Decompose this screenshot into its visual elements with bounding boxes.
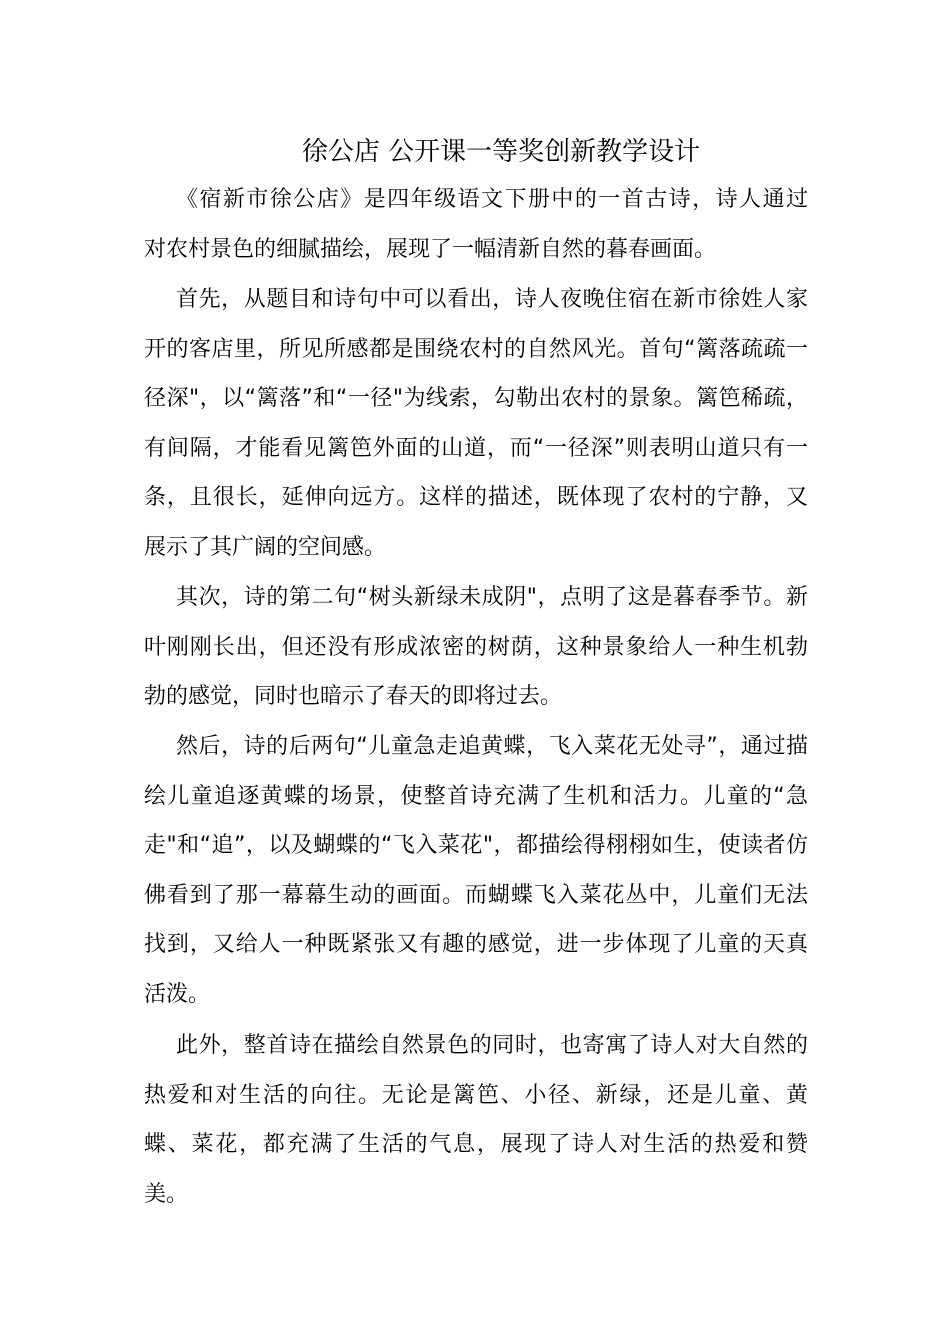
- paragraph-line: 径深"，以“篱落”和“一径"为线索，勾勒出农村的景象。篱笆稀疏，: [144, 386, 808, 412]
- paragraph-line: 勃的感觉，同时也暗示了春天的即将过去。: [144, 684, 563, 710]
- paragraph-line: 找到，又给人一种既紧张又有趣的感觉，进一步体现了儿童的天真: [144, 932, 808, 958]
- paragraph-line: 开的客店里，所见所感都是围绕农村的自然风光。首句“篱落疏疏一: [144, 336, 808, 362]
- paragraph-line: 叶刚刚长出，但还没有形成浓密的树荫，这种景象给人一种生机勃: [144, 634, 808, 660]
- paragraph-1: [144, 175, 808, 274]
- paragraph-4: [144, 722, 808, 1020]
- paragraph-line: 走"和“追”，以及蝴蝶的“飞入菜花"，都描绘得栩栩如生，使读者仿: [144, 833, 808, 859]
- paragraph-line: 《宿新市徐公店》是四年级语文下册中的一首古诗，诗人通过: [176, 187, 808, 212]
- paragraph-line: 对农村景色的细腻描绘，展现了一幅清新自然的暮春画面。: [144, 236, 717, 262]
- paragraph-line: 展示了其广阔的空间感。: [144, 534, 387, 560]
- paragraph-2: [144, 275, 808, 573]
- paragraph-line: 首先，从题目和诗句中可以看出，诗人夜晚住宿在新市徐姓人家: [176, 287, 808, 312]
- paragraph-line: 佛看到了那一幕幕生动的画面。而蝴蝶飞入菜花丛中，儿童们无法: [144, 882, 808, 908]
- paragraph-line: 然后，诗的后两句“儿童急走追黄蝶，飞入菜花无处寻”，通过描: [176, 734, 808, 759]
- paragraph-line: 其次，诗的第二句“树头新绿未成阴"，点明了这是暮春季节。新: [176, 585, 808, 610]
- paragraph-line: 绘儿童追逐黄蝶的场景，使整首诗充满了生机和活力。儿童的“急: [144, 783, 808, 809]
- paragraph-line: 条，且很长，延伸向远方。这样的描述，既体现了农村的宁静，又: [144, 485, 808, 511]
- paragraph-line: 热爱和对生活的向往。无论是篱笆、小径、新绿，还是儿童、黄: [144, 1082, 808, 1108]
- paragraph-line: 活泼。: [144, 981, 211, 1007]
- paragraph-3: [144, 573, 808, 722]
- document-title: 徐公店 公开课一等奖创新教学设计: [301, 137, 701, 167]
- paragraph-line: 此外，整首诗在描绘自然景色的同时，也寄寓了诗人对大自然的: [176, 1033, 808, 1058]
- paragraph-line: 美。: [144, 1181, 189, 1207]
- paragraph-line: 蝶、菜花，都充满了生活的气息，展现了诗人对生活的热爱和赞: [144, 1132, 808, 1158]
- paragraph-line: 有间隔，才能看见篱笆外面的山道，而“一径深”则表明山道只有一: [144, 435, 808, 461]
- paragraph-5: [144, 1021, 808, 1219]
